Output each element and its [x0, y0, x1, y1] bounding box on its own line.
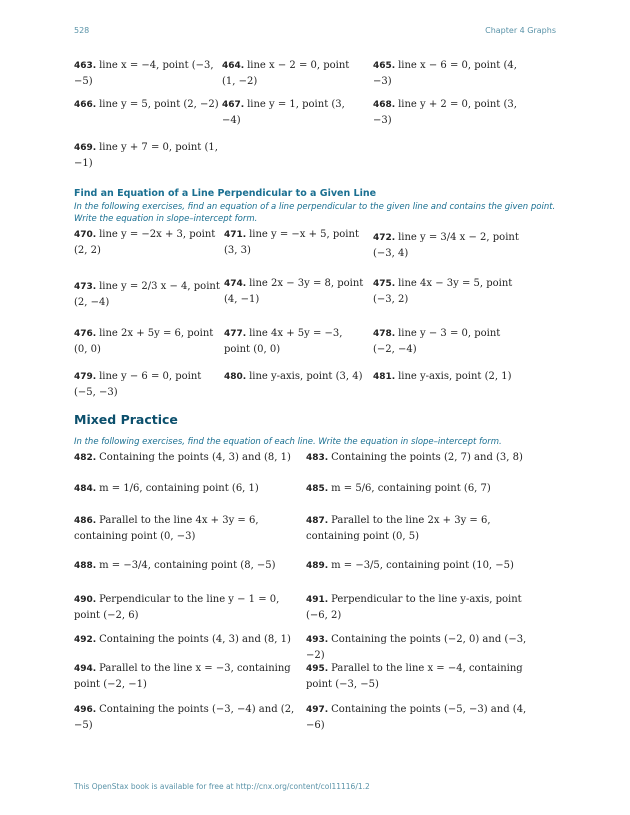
exercise-number: 497.: [306, 705, 329, 715]
exercise-483: [306, 450, 531, 466]
exercise-number: 473.: [74, 282, 97, 292]
exercise-text: Parallel to the line 4x + 3y = 6, containing point (0, −3): [74, 515, 259, 542]
exercise-480: [224, 369, 364, 385]
section-heading-perpendicular: Find an Equation of a Line Perpendicular to a Given Line: [74, 188, 377, 199]
exercise-number: 483.: [306, 453, 329, 463]
exercise-473: [74, 279, 222, 311]
exercise-495: [306, 661, 531, 693]
exercise-468: [373, 97, 523, 129]
exercise-text: m = 1/6, containing point (6, 1): [99, 483, 259, 494]
exercise-number: 474.: [224, 279, 247, 289]
exercise-484: [74, 481, 299, 497]
exercise-text: Containing the points (2, 7) and (3, 8): [331, 452, 523, 463]
exercise-number: 464.: [222, 61, 245, 71]
exercise-475: [373, 276, 523, 308]
exercise-number: 492.: [74, 635, 97, 645]
exercise-text: line y = −2x + 3, point (2, 2): [74, 229, 216, 256]
exercise-text: line 2x + 5y = 6, point (0, 0): [74, 328, 214, 355]
exercise-text: m = −3/4, containing point (8, −5): [99, 560, 276, 571]
exercise-number: 480.: [224, 372, 247, 382]
exercise-496: [74, 702, 299, 734]
exercise-490: [74, 592, 299, 624]
section-instructions-mixed: In the following exercises, find the equation of each line. Write the equation in slope–intercept form.: [74, 437, 502, 447]
exercise-text: line y-axis, point (2, 1): [398, 371, 512, 382]
exercise-494: [74, 661, 299, 693]
exercise-492: [74, 632, 299, 648]
exercise-469: [74, 140, 224, 172]
exercise-497: [306, 702, 531, 734]
exercise-text: line 4x − 3y = 5, point (−3, 2): [373, 278, 513, 305]
exercise-text: line y = −x + 5, point (3, 3): [224, 229, 359, 256]
exercise-number: 489.: [306, 561, 329, 571]
exercise-476: [74, 326, 222, 358]
exercise-text: Containing the points (4, 3) and (8, 1): [99, 452, 291, 463]
exercise-number: 494.: [74, 664, 97, 674]
exercise-text: Perpendicular to the line y-axis, point (−6, 2): [306, 594, 522, 621]
exercise-text: line 2x − 3y = 8, point (4, −1): [224, 278, 364, 305]
exercise-486: [74, 513, 299, 545]
exercise-465: [373, 58, 523, 90]
section-heading-mixed-practice: Mixed Practice: [74, 412, 178, 427]
exercise-491: [306, 592, 531, 624]
exercise-474: [224, 276, 364, 308]
exercise-number: 471.: [224, 230, 247, 240]
exercise-482: [74, 450, 299, 466]
exercise-text: line y = 3/4 x − 2, point (−3, 4): [373, 232, 519, 259]
exercise-488: [74, 558, 299, 574]
exercise-number: 487.: [306, 516, 329, 526]
exercise-text: line y = 2/3 x − 4, point (2, −4): [74, 281, 220, 308]
exercise-478: [373, 326, 523, 358]
exercise-number: 470.: [74, 230, 97, 240]
exercise-number: 481.: [373, 372, 396, 382]
exercise-number: 490.: [74, 595, 97, 605]
exercise-text: line y − 3 = 0, point (−2, −4): [373, 328, 501, 355]
exercise-text: line 4x + 5y = −3, point (0, 0): [224, 328, 343, 355]
exercise-number: 466.: [74, 100, 97, 110]
exercise-466: [74, 97, 224, 113]
exercise-text: Parallel to the line x = −3, containing point (−2, −1): [74, 663, 291, 690]
exercise-464: [222, 58, 362, 90]
exercise-text: Parallel to the line x = −4, containing point (−3, −5): [306, 663, 523, 690]
exercise-number: 469.: [74, 143, 97, 153]
section-instructions-perpendicular: In the following exercises, find an equation of a line perpendicular to the given line and contains the given point. Write the equation in slope–intercept form.: [74, 202, 556, 224]
exercise-text: line y = 5, point (2, −2): [99, 99, 219, 110]
exercise-487: [306, 513, 531, 545]
exercise-text: line y − 6 = 0, point (−5, −3): [74, 371, 202, 398]
exercise-477: [224, 326, 364, 358]
exercise-text: line y = 1, point (3, −4): [222, 99, 345, 126]
exercise-470: [74, 227, 222, 259]
exercise-number: 479.: [74, 372, 97, 382]
footer-text: This OpenStax book is available for free at http://cnx.org/content/col11116/1.2: [74, 782, 370, 791]
exercise-number: 493.: [306, 635, 329, 645]
exercise-number: 475.: [373, 279, 396, 289]
exercise-number: 482.: [74, 453, 97, 463]
chapter-title: Chapter 4 Graphs: [485, 26, 556, 35]
exercise-471: [224, 227, 364, 259]
exercise-text: line y + 7 = 0, point (1, −1): [74, 142, 218, 169]
exercise-text: line y + 2 = 0, point (3, −3): [373, 99, 517, 126]
exercise-number: 488.: [74, 561, 97, 571]
exercise-number: 472.: [373, 233, 396, 243]
exercise-472: [373, 230, 523, 262]
exercise-463: [74, 58, 224, 90]
exercise-text: line x − 6 = 0, point (4, −3): [373, 60, 517, 87]
exercise-text: Containing the points (−5, −3) and (4, −6): [306, 704, 527, 731]
exercise-number: 478.: [373, 329, 396, 339]
exercise-number: 465.: [373, 61, 396, 71]
exercise-text: line x = −4, point (−3, −5): [74, 60, 214, 87]
exercise-481: [373, 369, 523, 385]
exercise-number: 477.: [224, 329, 247, 339]
exercise-number: 491.: [306, 595, 329, 605]
exercise-number: 467.: [222, 100, 245, 110]
page-number: 528: [74, 26, 90, 35]
exercise-489: [306, 558, 531, 574]
exercise-text: m = 5/6, containing point (6, 7): [331, 483, 491, 494]
exercise-493: [306, 632, 531, 664]
exercise-number: 476.: [74, 329, 97, 339]
exercise-number: 496.: [74, 705, 97, 715]
exercise-text: line x − 2 = 0, point (1, −2): [222, 60, 350, 87]
exercise-479: [74, 369, 222, 401]
exercise-text: Containing the points (4, 3) and (8, 1): [99, 634, 291, 645]
exercise-number: 468.: [373, 100, 396, 110]
exercise-text: Parallel to the line 2x + 3y = 6, containing point (0, 5): [306, 515, 491, 542]
exercise-text: line y-axis, point (3, 4): [249, 371, 363, 382]
exercise-text: Perpendicular to the line y − 1 = 0, point (−2, 6): [74, 594, 280, 621]
exercise-number: 485.: [306, 484, 329, 494]
exercise-text: m = −3/5, containing point (10, −5): [331, 560, 514, 571]
exercise-467: [222, 97, 362, 129]
exercise-number: 486.: [74, 516, 97, 526]
exercise-485: [306, 481, 531, 497]
exercise-text: Containing the points (−2, 0) and (−3, −2): [306, 634, 527, 661]
exercise-number: 463.: [74, 61, 97, 71]
exercise-number: 484.: [74, 484, 97, 494]
exercise-number: 495.: [306, 664, 329, 674]
exercise-text: Containing the points (−3, −4) and (2, −5): [74, 704, 295, 731]
